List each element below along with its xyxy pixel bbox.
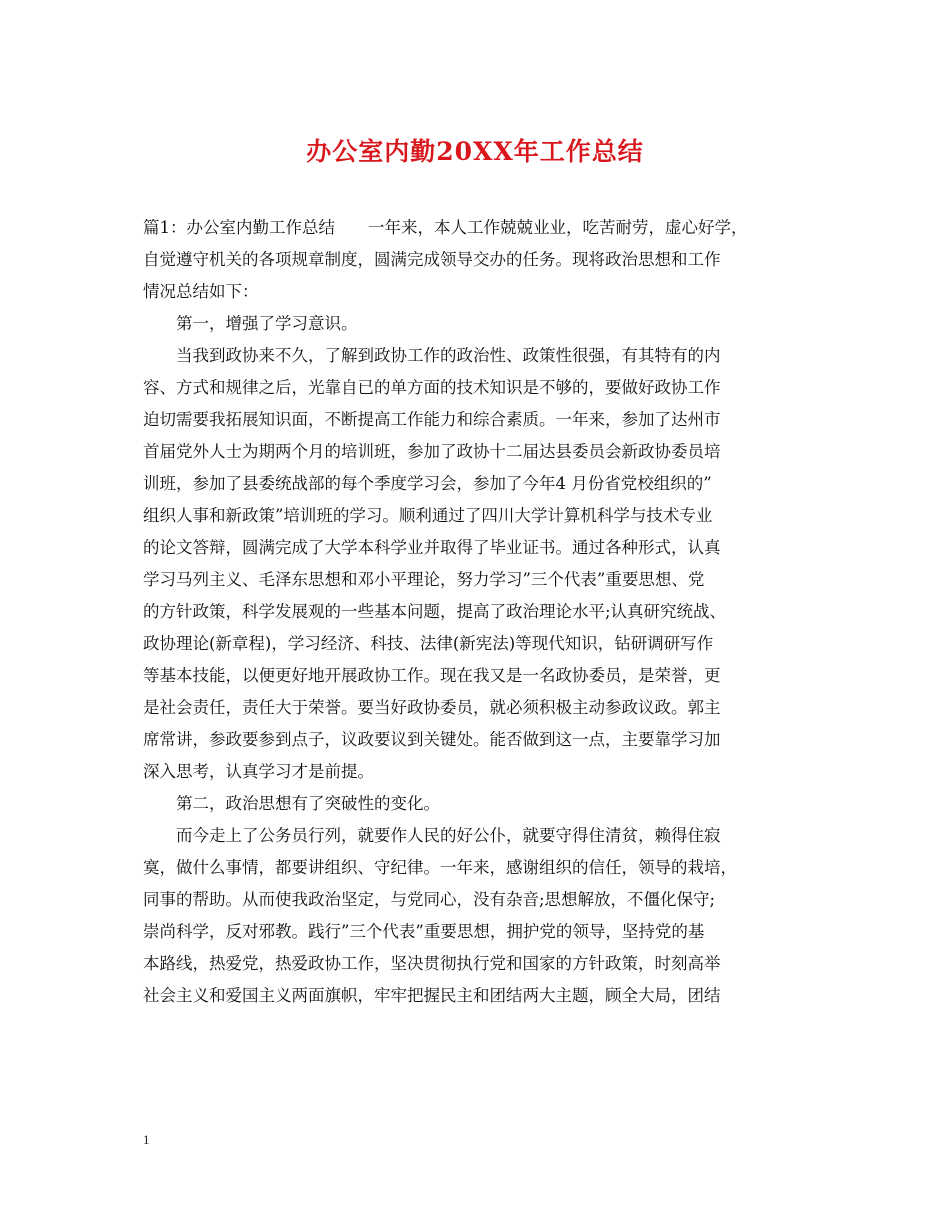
body-line: 第一，增强了学习意识。 bbox=[143, 314, 358, 333]
body-line: 等基本技能，以便更好地开展政协工作。现在我又是一名政协委员，是荣誉，更 bbox=[143, 666, 721, 685]
body-line: 篇1：办公室内勤工作总结 一年来，本人工作兢兢业业，吃苦耐劳，虚心好学， bbox=[143, 218, 748, 237]
body-line: 自觉遵守机关的各项规章制度，圆满完成领导交办的任务。现将政治思想和工作 bbox=[143, 250, 721, 269]
body-line: 训班，参加了县委统战部的每个季度学习会，参加了今年4 月份省党校组织的” bbox=[143, 474, 712, 493]
page-number: 1 bbox=[143, 1132, 150, 1147]
body-line: 寞，做什么事情，都要讲组织、守纪律。一年来，感谢组织的信任，领导的栽培， bbox=[143, 858, 737, 877]
body-line: 组织人事和新政策”培训班的学习。顺利通过了四川大学计算机科学与技术专业 bbox=[143, 506, 713, 525]
body-line: 第二，政治思想有了突破性的变化。 bbox=[143, 794, 440, 813]
body-line: 容、方式和规律之后，光靠自已的单方面的技术知识是不够的，要做好政协工作 bbox=[143, 378, 721, 397]
body-line: 情况总结如下： bbox=[143, 282, 259, 301]
body-line: 而今走上了公务员行列，就要作人民的好公仆，就要守得住清贫，赖得住寂 bbox=[143, 826, 721, 845]
body-line: 是社会责任，责任大于荣誉。要当好政协委员，就必须积极主动参政议政。郭主 bbox=[143, 698, 721, 717]
document-body bbox=[143, 212, 819, 1012]
body-line: 当我到政协来不久，了解到政协工作的政治性、政策性很强，有其特有的内 bbox=[143, 346, 721, 365]
body-line: 迫切需要我拓展知识面，不断提高工作能力和综合素质。一年来，参加了达州市 bbox=[143, 410, 721, 429]
document-title: 办公室内勤20XX年工作总结 bbox=[306, 137, 644, 166]
body-line: 同事的帮助。从而使我政治坚定，与党同心，没有杂音;思想解放，不僵化保守; bbox=[143, 890, 716, 909]
body-line: 首届党外人士为期两个月的培训班，参加了政协十二届达县委员会新政协委员培 bbox=[143, 442, 721, 461]
body-line: 的方针政策，科学发展观的一些基本问题，提高了政治理论水平;认真研究统战、 bbox=[143, 602, 727, 621]
body-line: 社会主义和爱国主义两面旗帜，牢牢把握民主和团结两大主题，顾全大局，团结 bbox=[143, 986, 721, 1005]
body-line: 本路线，热爱党，热爱政协工作，坚决贯彻执行党和国家的方针政策，时刻高举 bbox=[143, 954, 721, 973]
body-line: 的论文答辩，圆满完成了大学本科学业并取得了毕业证书。通过各种形式，认真 bbox=[143, 538, 721, 557]
body-line: 席常讲，参政要参到点子，议政要议到关键处。能否做到这一点，主要靠学习加 bbox=[143, 730, 721, 749]
body-line: 政协理论(新章程)，学习经济、科技、法律(新宪法)等现代知识，钻研调研写作 bbox=[143, 634, 714, 653]
body-line: 崇尚科学，反对邪教。践行”三个代表”重要思想，拥护党的领导，坚持党的基 bbox=[143, 922, 705, 941]
body-line: 深入思考，认真学习才是前提。 bbox=[143, 762, 374, 781]
body-line: 学习马列主义、毛泽东思想和邓小平理论，努力学习”三个代表”重要思想、党 bbox=[143, 570, 705, 589]
